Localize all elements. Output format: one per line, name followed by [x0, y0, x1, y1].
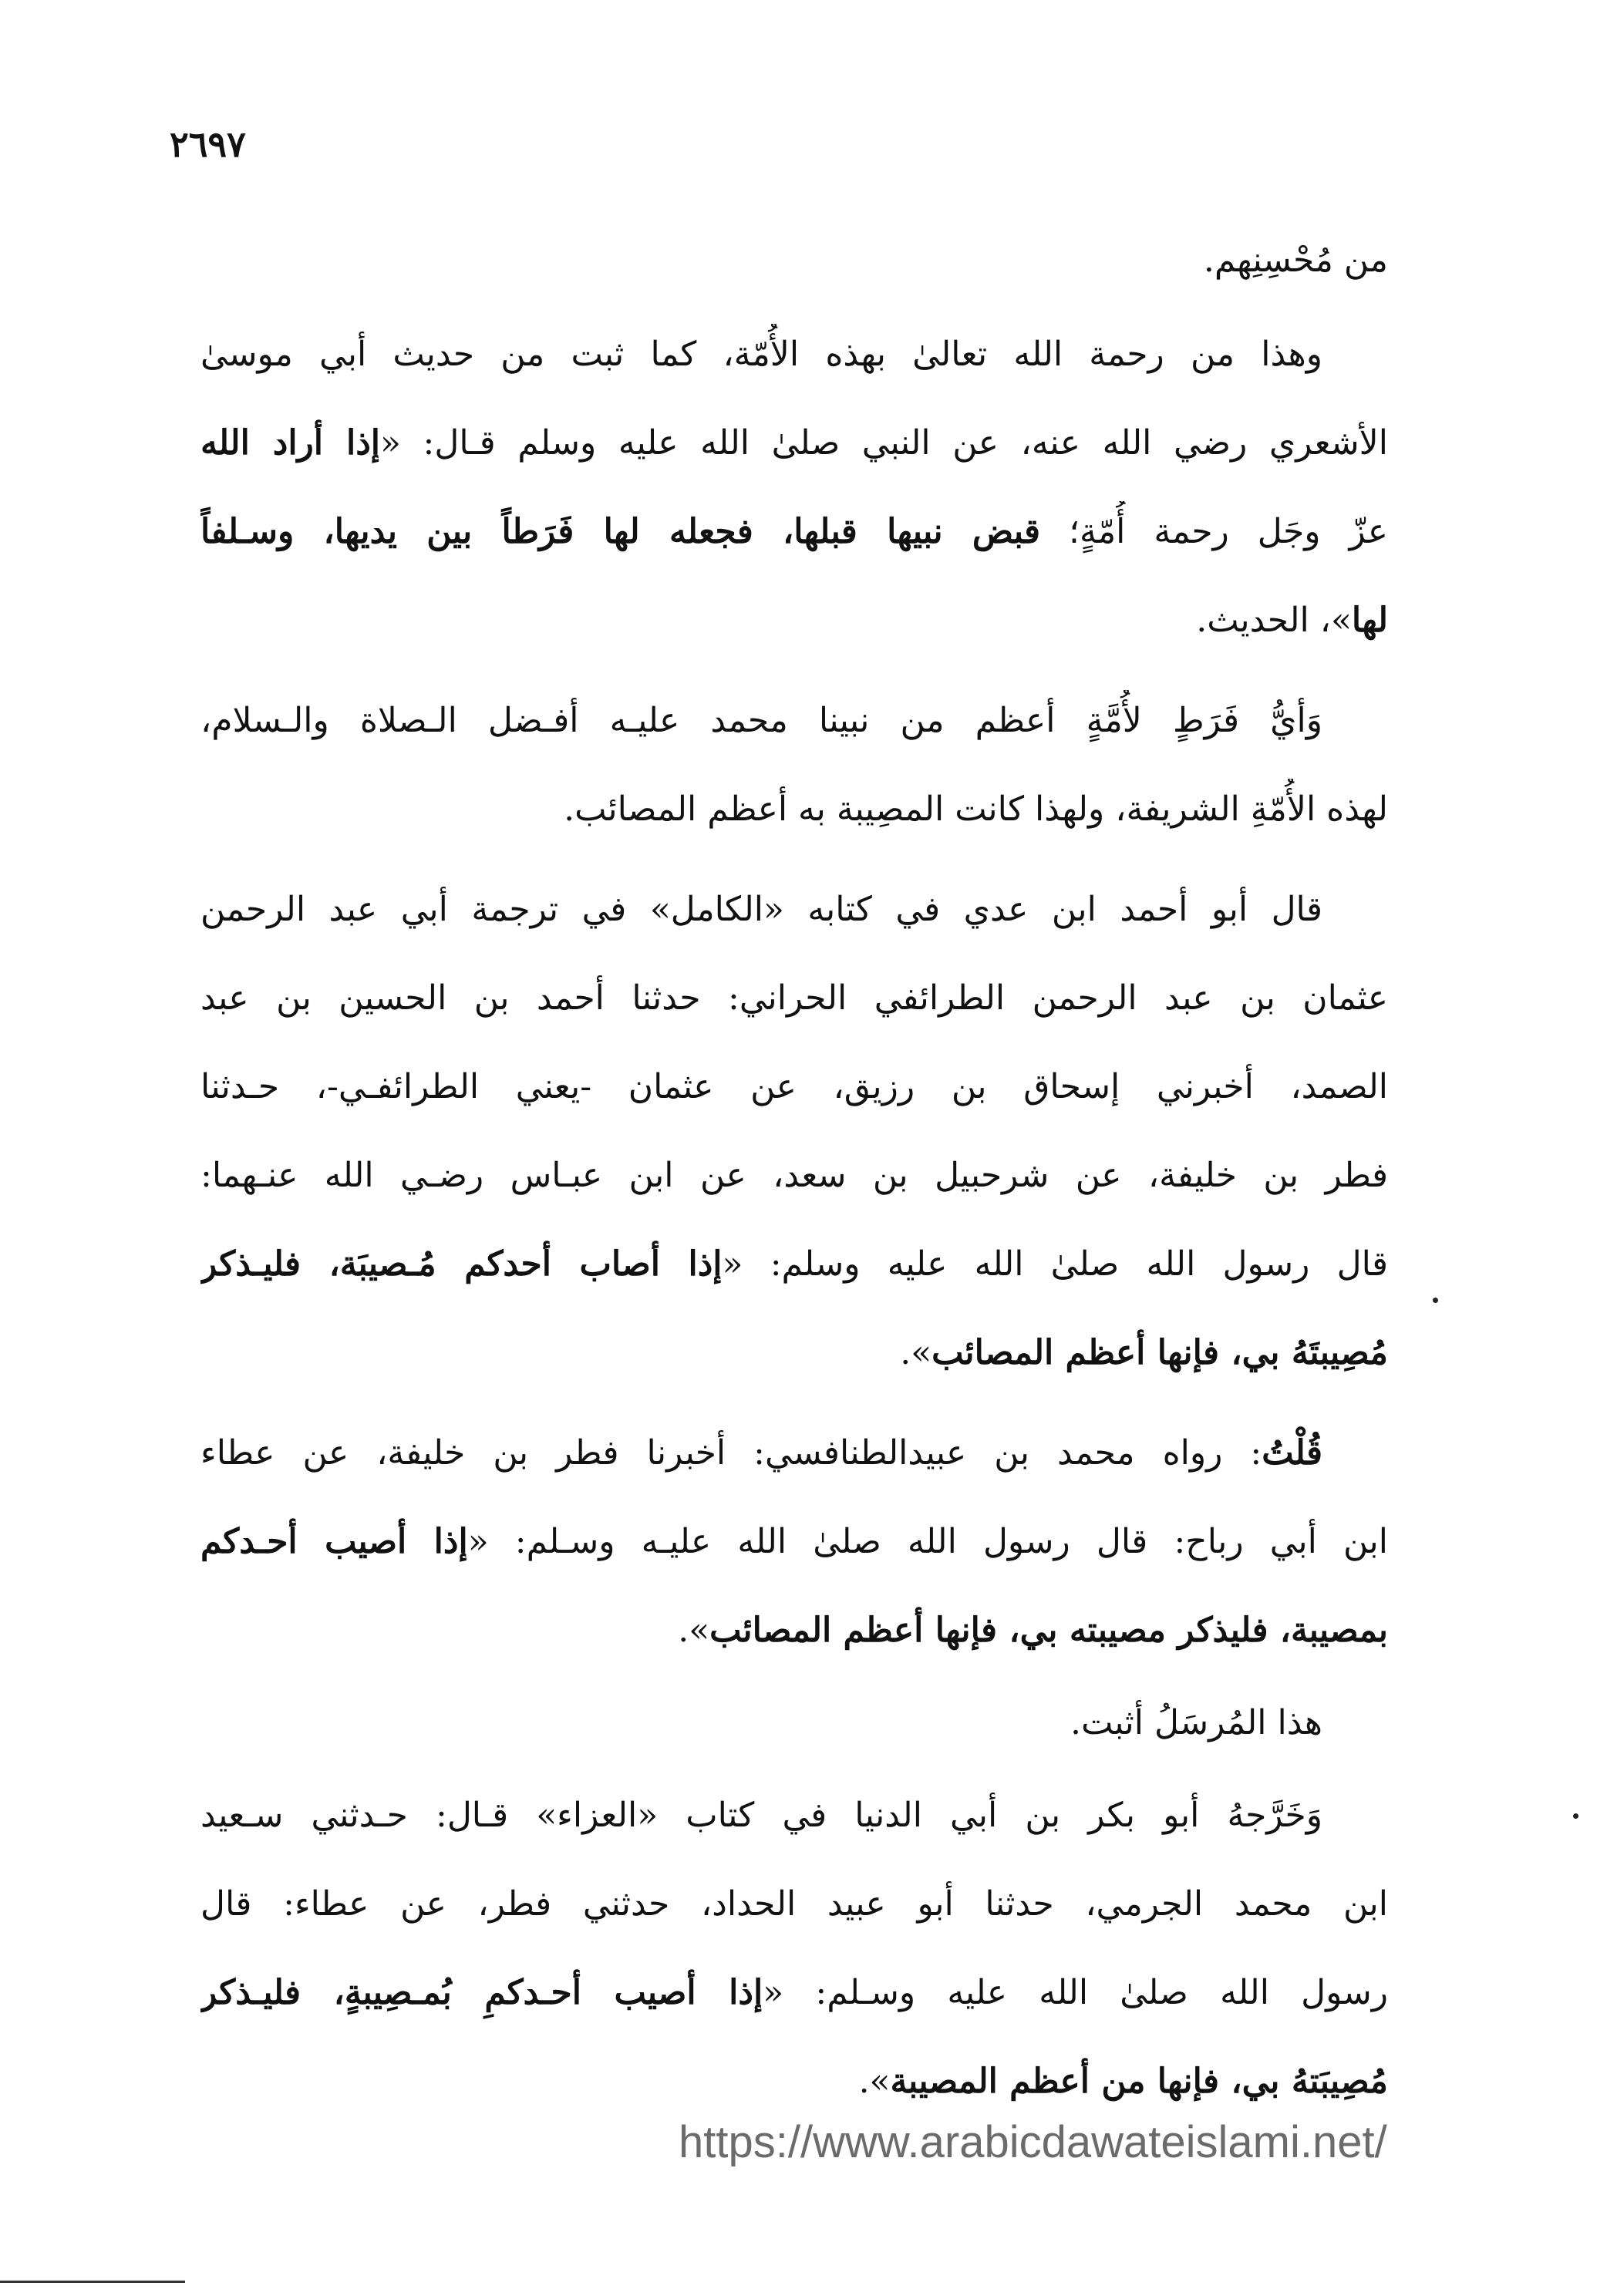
page-number: ٢٦٩٧ [170, 123, 246, 165]
text-line [200, 1600, 1388, 1661]
edge-rule [0, 2281, 185, 2283]
text-segment: قال رسول الله صلىٰ الله عليه وسلم: « [722, 1244, 1388, 1284]
text-segment: قال أبو أحمد ابن عدي في كتابه «الكامل» في ترجمة أبي عبد الرحمن [200, 890, 1322, 929]
bold-segment: مُصِيبَتهُ بي، فإنها من أعظم المصيبة [890, 2062, 1388, 2101]
text-segment: الأشعري رضي الله عنه، عن النبي صلىٰ الله عليه وسلم قـال: « [380, 423, 1388, 463]
text-line [200, 412, 1388, 474]
speck-mark [1573, 1813, 1578, 1819]
text-segment: رسول الله صلىٰ الله عليه وسـلم: « [763, 1973, 1388, 2012]
text-segment: الصمد، أخبرني إسحاق بن رزيق، عن عثمان -يعني الطرائفـي-، حـدثنا [200, 1067, 1388, 1106]
text-line [200, 690, 1388, 752]
text-segment: فطر بن خليفة، عن شرحبيل بن سعد، عن ابن عبـاس رضـي الله عنـهما: [200, 1156, 1388, 1195]
bold-segment: بمصيبة، فليذكر مصيبته بي، فإنها أعظم المصائب [709, 1611, 1388, 1650]
text-segment: »، الحديث. [1196, 601, 1352, 640]
text-segment: : رواه محمد بن عبيدالطنافسي: أخبرنا فطر بن خليفة، عن عطاء [200, 1433, 1262, 1473]
text-segment: ». [678, 1611, 710, 1650]
text-line [200, 1056, 1388, 1118]
text-segment: وَأيُّ فَرَطٍ لأُمَّةٍ أعظم من نبينا محمد عليـه أفـضل الـصلاة والـسلام، [200, 701, 1322, 740]
watermark-url: https://www.arabicdawateislami.net/ [679, 2117, 1387, 2167]
text-line [200, 1962, 1388, 2024]
text-segment: ». [858, 2062, 891, 2101]
text-line [200, 230, 1388, 291]
bold-segment: قبض نبيها قبلها، فجعله لها فَرَطاً بين يديها، وسـلفاً [200, 512, 1041, 551]
text-segment: ». [900, 1333, 932, 1372]
text-segment: عثمان بن عبد الرحمن الطرائفي الحراني: حدثنا أحمد بن الحسين بن عبد [200, 978, 1388, 1018]
text-segment: لهذه الأُمّةِ الشريفة، ولهذا كانت المصِيبة به أعظم المصائب. [564, 789, 1388, 829]
text-line [200, 1422, 1388, 1484]
text-segment: ابن أبي رباح: قال رسول الله صلىٰ الله عليـه وسـلم: « [467, 1522, 1388, 1561]
text-line [200, 590, 1388, 651]
bold-segment: إذا أصيب أحـدكمِ بُمـصِيبةٍ، فليـذكر [200, 1973, 763, 2012]
text-line [200, 1692, 1388, 1754]
text-line [200, 879, 1388, 941]
bold-segment: إذا أصيب أحـدكم [200, 1522, 468, 1561]
bold-segment: لها [1351, 601, 1388, 640]
bold-segment: إذا أصاب أحدكم مُـصيبَة، فليـذكر [200, 1244, 723, 1284]
bold-segment: قُلْتُ [1262, 1433, 1323, 1473]
text-line [200, 968, 1388, 1029]
text-line [200, 501, 1388, 563]
bold-segment: مُصِيبتَهُ بي، فإنها أعظم المصائب [932, 1333, 1388, 1372]
text-line [200, 324, 1388, 385]
speck-mark [1433, 1298, 1438, 1303]
text-line [200, 1322, 1388, 1384]
text-line [200, 1873, 1388, 1935]
text-line [200, 779, 1388, 840]
text-segment: عزّ وجَل رحمة أُمّةٍ؛ [1040, 512, 1388, 551]
text-line [200, 1145, 1388, 1207]
text-segment: من مُحْسِنِهم. [1203, 241, 1388, 280]
text-line [200, 2051, 1388, 2113]
text-segment: وهذا من رحمة الله تعالىٰ بهذه الأُمّة، كما ثبت من حديث أبي موسىٰ [200, 335, 1322, 374]
text-line [200, 1234, 1388, 1295]
text-segment: هذا المُرسَلُ أثبت. [1070, 1703, 1322, 1742]
text-segment: وَخَرَّجهُ أبو بكر بن أبي الدنيا في كتاب «العزاء» قـال: حـدثني سـعيد [200, 1796, 1322, 1835]
text-line [200, 1785, 1388, 1847]
text-segment: ابن محمد الجرمي، حدثنا أبو عبيد الحداد، حدثني فطر، عن عطاء: قال [200, 1884, 1388, 1924]
bold-segment: إذا أراد الله [200, 423, 381, 463]
text-line [200, 1511, 1388, 1573]
